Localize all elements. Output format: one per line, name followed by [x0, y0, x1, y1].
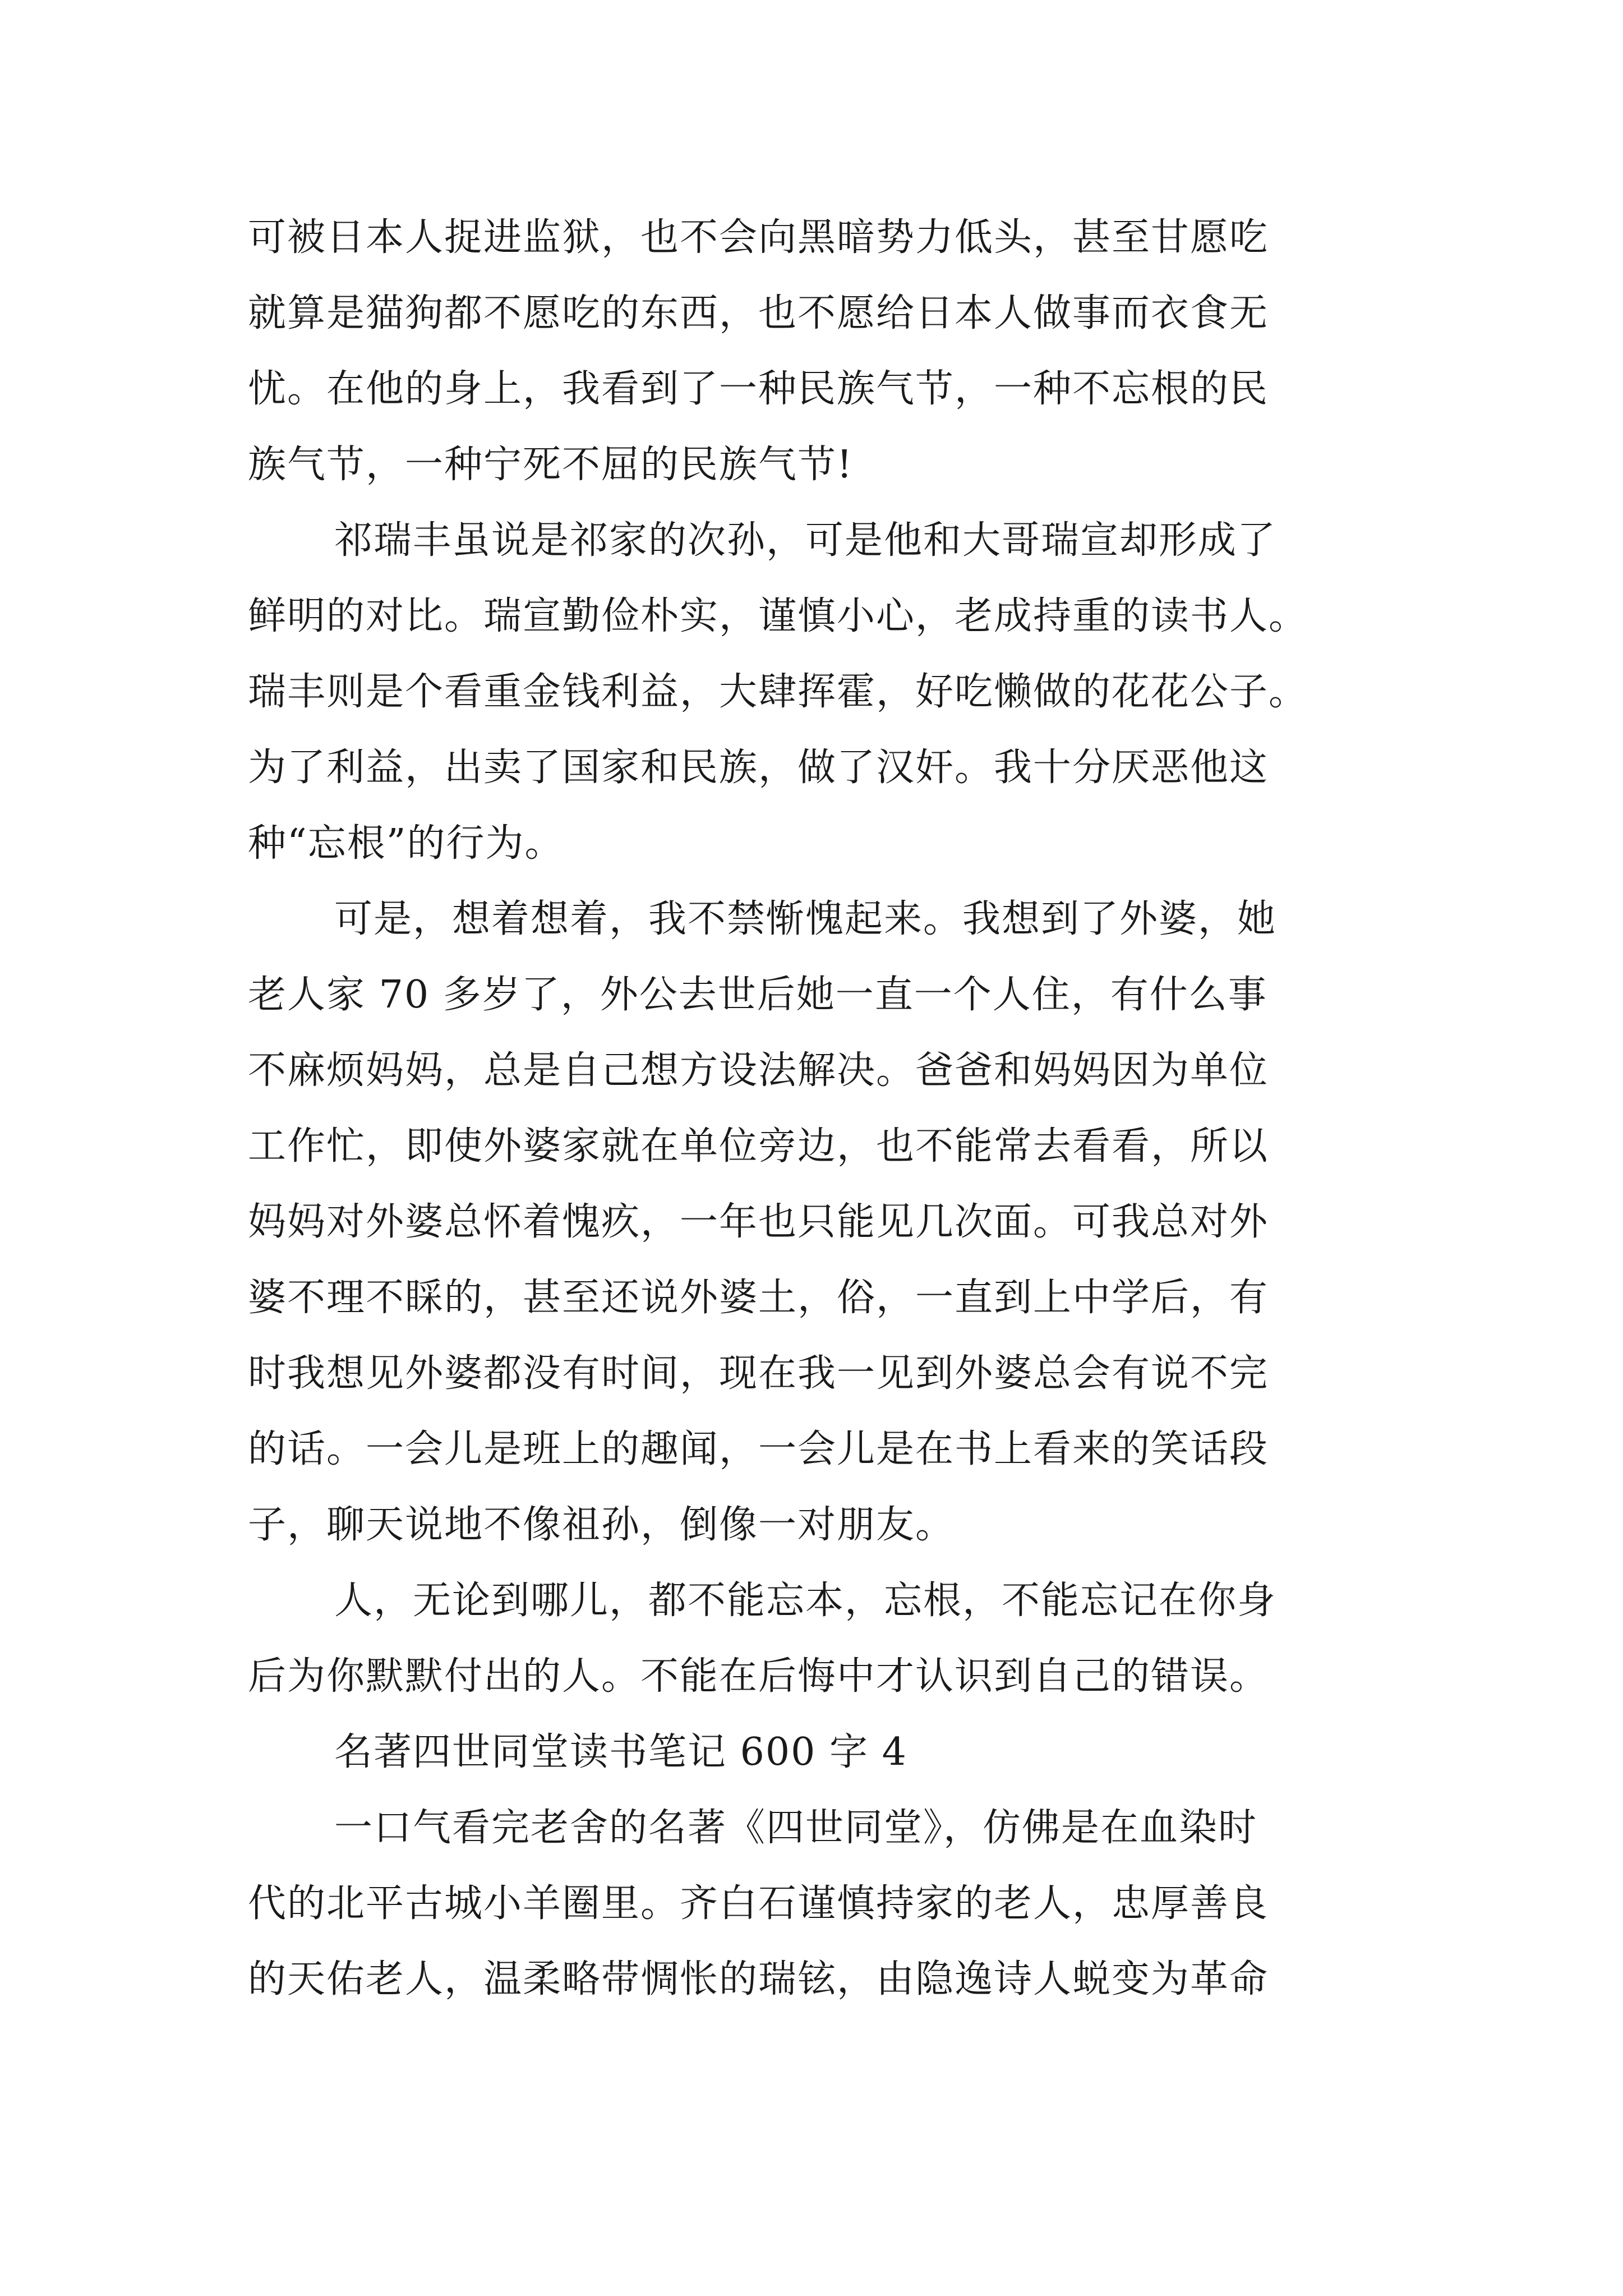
text-line: 工作忙，即使外婆家就在单位旁边，也不能常去看看，所以	[248, 1124, 1269, 1168]
text-line: 忧。在他的身上，我看到了一种民族气节，一种不忘根的民	[248, 367, 1269, 411]
text-line: 时我想见外婆都没有时间，现在我一见到外婆总会有说不完	[248, 1351, 1269, 1396]
text-line: 为了利益，出卖了国家和民族，做了汉奸。我十分厌恶他这	[248, 746, 1269, 790]
text-line: 老人家 70 多岁了，外公去世后她一直一个人住，有什么事	[248, 973, 1267, 1017]
text-line: 可被日本人捉进监狱，也不会向黑暗势力低头，甚至甘愿吃	[248, 215, 1269, 260]
paragraph-start-line: 可是，想着想着，我不禁惭愧起来。我想到了外婆，她	[334, 897, 1277, 941]
text-line: 子，聊天说地不像祖孙，倒像一对朋友。	[248, 1503, 955, 1547]
section-heading: 名著四世同堂读书笔记 600 字 4	[334, 1730, 907, 1774]
text-line: 的话。一会儿是班上的趣闻，一会儿是在书上看来的笑话段	[248, 1427, 1269, 1471]
paragraph-start-line: 人，无论到哪儿，都不能忘本，忘根，不能忘记在你身	[334, 1579, 1277, 1623]
text-line: 就算是猫狗都不愿吃的东西，也不愿给日本人做事而衣食无	[248, 291, 1269, 335]
text-line: 鲜明的对比。瑞宣勤俭朴实，谨慎小心，老成持重的读书人。	[248, 594, 1308, 638]
text-line: 的天佑老人，温柔略带惆怅的瑞铉，由隐逸诗人蜕变为革命	[248, 1957, 1269, 2001]
paragraph-start-line: 祁瑞丰虽说是祁家的次孙，可是他和大哥瑞宣却形成了	[334, 518, 1277, 563]
text-line: 瑞丰则是个看重金钱利益，大肆挥霍，好吃懒做的花花公子。	[248, 670, 1308, 714]
text-line: 种“忘根”的行为。	[248, 821, 564, 866]
text-line: 代的北平古城小羊圈里。齐白石谨慎持家的老人，忠厚善良	[248, 1881, 1269, 1926]
text-line: 婆不理不睬的，甚至还说外婆土，俗，一直到上中学后，有	[248, 1276, 1269, 1320]
paragraph-start-line: 一口气看完老舍的名著《四世同堂》，仿佛是在血染时	[334, 1806, 1258, 1850]
text-line: 妈妈对外婆总怀着愧疚，一年也只能见几次面。可我总对外	[248, 1200, 1269, 1244]
text-line: 不麻烦妈妈，总是自己想方设法解决。爸爸和妈妈因为单位	[248, 1048, 1269, 1093]
text-line: 后为你默默付出的人。不能在后悔中才认识到自己的错误。	[248, 1654, 1269, 1699]
text-line: 族气节，一种宁死不屈的民族气节!	[248, 443, 854, 487]
